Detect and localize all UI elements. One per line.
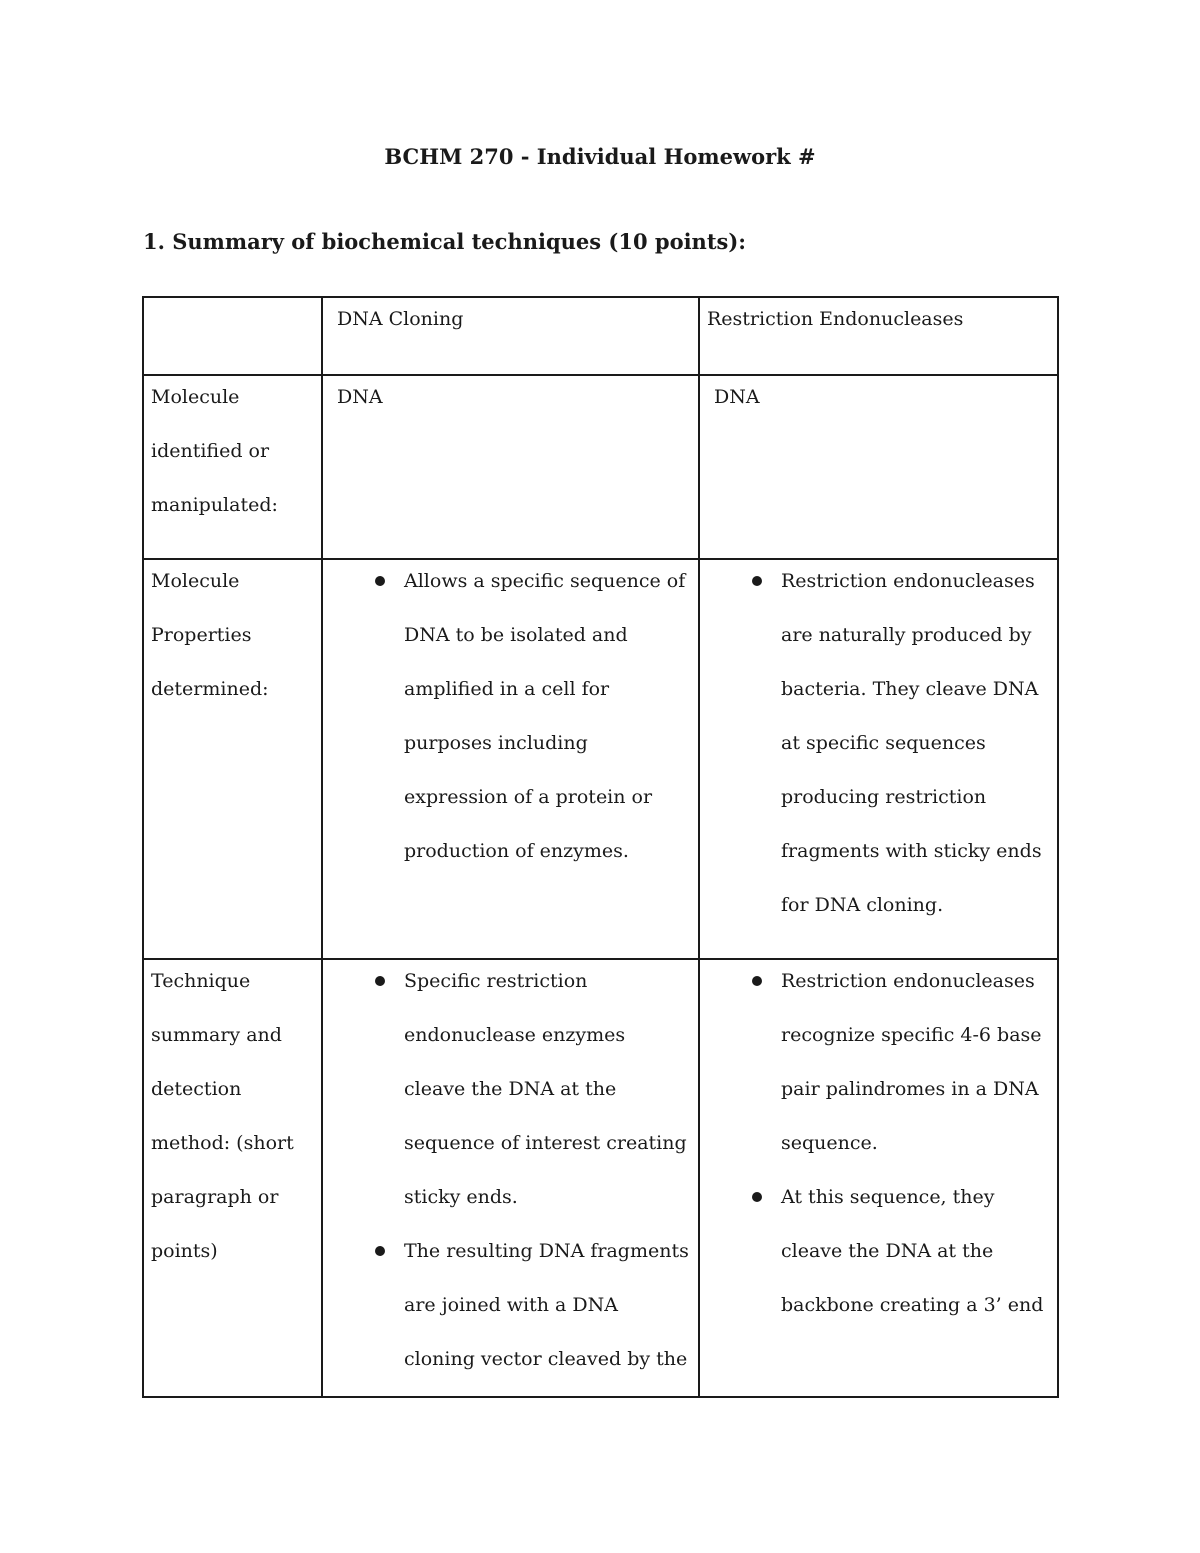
- data-cell: [322, 375, 699, 559]
- header-label: DNA Cloning: [337, 308, 464, 330]
- row-label: Molecule Properties determined:: [151, 570, 269, 700]
- bullet-list: [330, 554, 692, 878]
- cell-value: DNA: [714, 386, 760, 408]
- bullet-list: [707, 954, 1051, 1332]
- cell-value: DNA: [337, 386, 383, 408]
- row-label: Technique summary and detection method: (short paragraph or points): [151, 970, 294, 1262]
- bullet-item: Allows a specific sequence of DNA to be isolated and amplified in a cell for purposes including expression of a protein or production of enzymes.: [404, 554, 692, 878]
- bullet-item: At this sequence, they cleave the DNA at the backbone creating a 3’ end: [781, 1170, 1051, 1332]
- table-row: [143, 375, 1058, 559]
- section-heading: 1. Summary of biochemical techniques (10 points):: [143, 229, 747, 254]
- row-label-cell: [143, 959, 322, 1397]
- techniques-summary-table: [142, 296, 1059, 1398]
- table-row: [143, 959, 1058, 1397]
- header-label: Restriction Endonucleases: [707, 308, 964, 330]
- data-cell: [699, 559, 1058, 959]
- bullet-list: [707, 554, 1051, 932]
- bullet-item: Specific restriction endonuclease enzymes cleave the DNA at the sequence of interest creating sticky ends.: [404, 954, 692, 1224]
- header-cell-restriction-endonucleases: [699, 297, 1058, 375]
- row-label-cell: [143, 375, 322, 559]
- bullet-item: Restriction endonucleases are naturally produced by bacteria. They cleave DNA at specific sequences producing restriction fragments with sticky ends for DNA cloning.: [781, 554, 1051, 932]
- header-cell-dna-cloning: [322, 297, 699, 375]
- page-title: BCHM 270 - Individual Homework #: [384, 144, 816, 169]
- data-cell: [699, 959, 1058, 1397]
- bullet-item: Restriction endonucleases recognize specific 4-6 base pair palindromes in a DNA sequence.: [781, 954, 1051, 1170]
- row-label-cell: [143, 559, 322, 959]
- data-cell: [322, 559, 699, 959]
- data-cell: [699, 375, 1058, 559]
- table-header-row: [143, 297, 1058, 375]
- data-cell: [322, 959, 699, 1397]
- table-row: [143, 559, 1058, 959]
- row-label: Molecule identified or manipulated:: [151, 386, 278, 516]
- bullet-list: [330, 954, 692, 1386]
- header-cell-empty: [143, 297, 322, 375]
- bullet-item: The resulting DNA fragments are joined with a DNA cloning vector cleaved by the: [404, 1224, 692, 1386]
